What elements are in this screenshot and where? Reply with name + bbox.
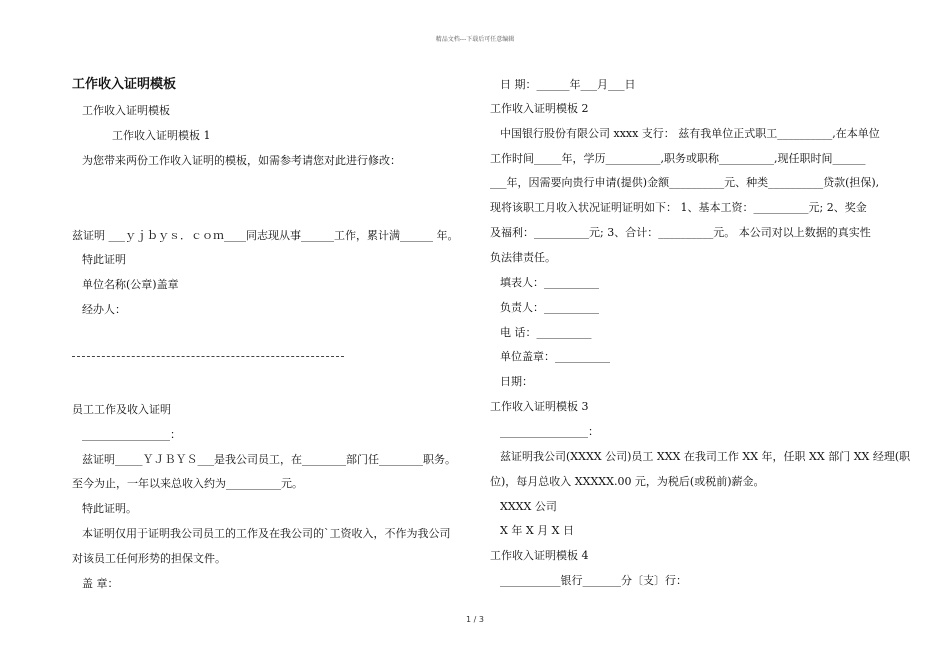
filler-field: 填表人：__________: [500, 276, 599, 289]
loan-line: ___年，因需要向贵行申请(提供)金额__________元、种类__________贷款(担保),: [490, 176, 880, 189]
template-4-heading: 工作收入证明模板 4: [490, 549, 589, 562]
unit-stamp: 单位名称(公章)盖章: [82, 278, 179, 291]
dashed-divider: [72, 356, 344, 357]
template-3-date: X 年 X 月 X 日: [500, 524, 574, 537]
addressee-blank: ________________：: [82, 428, 181, 441]
template-3-income: 位)，每月总收入 XXXXX.00 元，为税后(或税前)薪金。: [490, 475, 765, 488]
income-line: 至今为止，一年以来总收入约为__________元。: [72, 477, 303, 490]
handler: 经办人：: [82, 303, 126, 316]
employee-cert-heading: 员工工作及收入证明: [72, 403, 171, 416]
salary-line: 现将该职工月收入状况证明证明如下： 1、基本工资：__________元; 2、奖金: [490, 201, 867, 214]
liability-line: 负法律责任。: [490, 251, 556, 264]
intro-paragraph: 为您带来两份工作收入证明的模板，如需参考请您对此进行修改：: [82, 154, 401, 167]
addressee-blank-3: ________________：: [500, 425, 599, 438]
header-note: 精品文档---下载后可任意编辑: [435, 36, 515, 43]
date-line: 日 期：______年___月___日: [500, 78, 636, 91]
bank-branch-line: ___________银行_______分〔支〕行：: [500, 574, 687, 587]
template-3-certify: 兹证明我公司(XXXX 公司)员工 XXX 在我司工作 XX 年，任职 XX 部门 XX 经理(职: [500, 450, 911, 463]
date-field: 日期：: [500, 375, 533, 388]
page-number: 1 / 3: [466, 615, 484, 624]
seal-label: 盖 章：: [82, 577, 119, 590]
usage-note-2: 对该员工任何形势的担保文件。: [72, 552, 226, 565]
company-name: XXXX 公司: [500, 500, 557, 513]
hereby-certify: 特此证明: [82, 253, 126, 266]
responsible-field: 负责人：__________: [500, 301, 599, 314]
certify-line: 兹证明 ___ｙｊｂｙｓ．ｃｏｍ____同志现从事______工作，累计满______ 年。: [72, 229, 459, 242]
hereby-certify-2: 特此证明。: [82, 502, 137, 515]
phone-field: 电 话：__________: [500, 326, 592, 339]
work-time-line: 工作时间_____年，学历__________,职务或职称__________,现任职时间______: [490, 152, 866, 165]
unit-seal-field: 单位盖章：__________: [500, 350, 610, 363]
document-title: 工作收入证明模板: [72, 77, 177, 92]
employee-certify-line: 兹证明_____ＹＪＢＹＳ___是我公司员工，在________部门任________职务。: [82, 453, 456, 466]
welfare-line: 及福利：__________元; 3、合计：__________元。 本公司对以上数据的真实性: [490, 226, 871, 239]
bank-addressee: 中国银行股份有限公司 xxxx 支行： 兹有我单位正式职工__________,在本单位: [500, 127, 880, 140]
template-3-heading: 工作收入证明模板 3: [490, 400, 589, 413]
template-1-heading: 工作收入证明模板 1: [112, 129, 211, 142]
template-2-heading: 工作收入证明模板 2: [490, 102, 589, 115]
subtitle: 工作收入证明模板: [82, 104, 170, 117]
usage-note-1: 本证明仅用于证明我公司员工的工作及在我公司的`工资收入，不作为我公司: [82, 527, 451, 540]
